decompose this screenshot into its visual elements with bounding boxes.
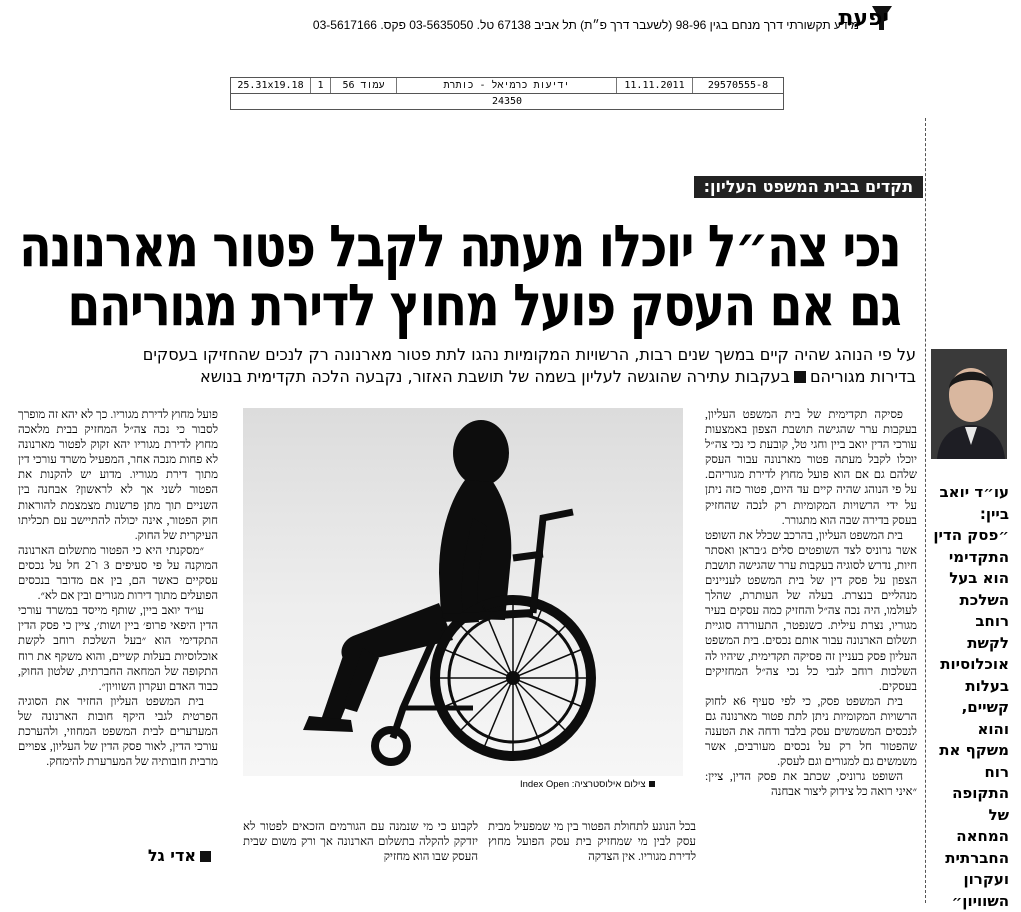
body-paragraph: פועל מחוץ לדירת מגוריו. כך לא יהא זה מופרך לסבור כי נכה צה״ל המחזיק בבית מלאכה מחוץ לדירת מגוריו יהא זקוק לפטור מארנונה לא פחות מנכה אחר, המפעיל משרד עורכי דין מתוך דירת מגוריו. מדוע יש להקנות את הפטור לשני אך לא לראשון? אבחנה בין השניים תוך מתן פרשנות מצמצמת להוראות חוק הפטור, אינה יכולה להתיישב עם תכליתו העיקרית של החוק. (18, 408, 218, 542)
body-column-bottom-1 (488, 819, 696, 879)
body-paragraph: בית המשפט פסק, כי לפי סעיף 6א לחוק הרשויות המקומיות ניתן לתת פטור מארנונה גם לנכסים המשמשים עסק בלבד ודחה את הטענה שהפטור חל רק על נכסים מעורבים, אשר משמשים גם למגורים וגם לעסק. (705, 694, 917, 769)
headline-line-1: נכי צה״ל יוכלו מעתה לקבל פטור מארנונה (19, 212, 900, 280)
quote-text: ״פסק הדין התקדימי הוא בעל השלכת רוחב לקשת אוכלוסיות בעלות קשיים, והוא משקף את רוח התקופה של המחאה החברתית ועקרון השוויון״ (933, 526, 1009, 910)
body-paragraph: השופט גרוניס, שכתב את פסק הדין, ציין: ״איני רואה כל צידוק ליצור אבחנה (705, 770, 917, 799)
body-column-right (705, 407, 917, 895)
article-deck (116, 344, 916, 388)
bullet-square-icon (794, 371, 806, 383)
body-paragraph: בית המשפט העליון, בהרכב שכלל את השופט אשר גרוניס לצד השופטים סלים ג׳בראן ואסתר חיות, נדרש לסוגיה בעקבות ערר שהגישה תושבת הצפון על פסק דין של בית המשפט לעניינים מנהליים בנצרת. בעלה של העותרת, שהלך לעולמו, היה נכה צה״ל והחזיק כמה עסקים בעיר מגוריו, נצרת עילית. כשנפטר, התעוררה סוגיית תשלום הארנונה עבור אותם נכסים. בית המשפט העליון פסק בעניין זה פסיקה תקדימית, שיהיו לה השלכות רוחב לגבי כל נכי צה״ל המחזיקים בעסקים. (705, 528, 917, 693)
deck-line-1: על פי הנוהג שהיה קיים במשך שנים רבות, הרשויות המקומיות נהגו לתת פטור מארנונה רק לנכים שהחזיקו בעסקים (142, 345, 916, 364)
byline-name: אדי גל (147, 846, 196, 865)
bullet-square-icon (200, 851, 211, 862)
photo-credit-text: צילום אילוסטרציה: Index Open (520, 779, 646, 790)
body-paragraph: לקבוע כי מי שנמנה עם הגורמים הזכאים לפטור לא יזדקק להקלה בתשלום הארנונה אך ורק משום שבית העסק שבו הוא מחזיק (243, 820, 478, 864)
body-column-bottom-2 (243, 819, 478, 879)
photo-credit (520, 779, 655, 790)
clip-date-cell: 11.11.2011 (617, 78, 693, 93)
sidebar-quote (931, 482, 1009, 912)
body-column-left (18, 407, 218, 837)
clip-size-cell: 25.31x19.18 (231, 78, 311, 93)
clipping-info-row (231, 78, 783, 94)
quote-attribution: עו״ד יואב ביין: (939, 483, 1009, 523)
bullet-square-icon (649, 781, 655, 787)
article-byline (148, 846, 211, 865)
clip-secondary-id: 24350 (491, 96, 523, 107)
article-kicker: תקדים בבית המשפט העליון: (694, 176, 923, 198)
deck-line-2a: בדירות מגוריהם (809, 367, 916, 386)
clip-page-cell: עמוד 56 (331, 78, 397, 93)
clip-source-cell: ידיעות כרמיאל - כותרת (397, 78, 617, 93)
ifat-logo-text: יפעת (838, 6, 889, 31)
body-paragraph: בכל הנוגע לתחולת הפטור בין מי שמפעיל מבית עסק לבין מי שמחזיק בית עסק הפועל מחוץ לדירת מגוריו. אין הצדקה (488, 820, 696, 864)
sidebar-divider (925, 118, 926, 903)
wheelchair-photo (243, 408, 683, 776)
wheelchair-silhouette-icon (243, 408, 683, 776)
author-portrait (931, 349, 1007, 459)
body-paragraph: בית המשפט העליון החזיר את הסוגיה הפרטית לגבי היקף חובות הארנונה של המערערים לבית המשפט המחוזי, ולהערכת עורכי הדין, לאור פסק הדין של העליון, צפויים מרבית חובותיה של המערערת להימחק. (18, 694, 218, 769)
clipping-info-table (230, 77, 784, 110)
body-paragraph: פסיקה תקדימית של בית המשפט העליון, בעקבות ערר שהגישה תושבת הצפון באמצעות עורכי הדין יואב ביין וחגי טל, קובעת כי נכי צה״ל יוכלו לקבל מעתה פטור מארנונה עבור העסק שלהם גם אם הוא פועל מחוץ לדירת מגוריהם. על פי הנוהג שהיה קיים עד היום, פטור כזה ניתן על ידי הרשויות המקומיות רק לנכה שהחזיק בעסק בדירה שבה הוא מתגורר. (705, 408, 917, 527)
clip-count-cell: 1 (311, 78, 331, 93)
deck-line-2 (116, 366, 916, 388)
headline-line-2: גם אם העסק פועל מחוץ לדירת מגוריהם (67, 271, 901, 339)
person-portrait-icon (931, 349, 1007, 459)
deck-line-2b: בעקבות עתירה שהוגשה לעליון בשמה של תושבת האזור, נקבעה הלכה תקדימית בנושא (200, 367, 790, 386)
company-contact-line: מידע תקשורתי דרך מנחם בגין 98-96 (לשעבר דרך פ״ת) תל אביב 67138 טל. 03-5635050 פקס. 03-5617166 (312, 18, 859, 32)
body-paragraph: ״מסקנתי היא כי הפטור מתשלום הארנונה המוקנה על פי סעיפים 3 ו־2 חל על נכסים עסקיים כאשר הם, בין אם מדובר בנכסים הפועלים מתוך דירות מגורים ובין אם לא״. (18, 543, 218, 603)
body-paragraph: עו״ד יואב ביין, שותף מייסד במשרד עורכי הדין היפאי פרופ׳ ביין ושות׳, ציין כי פסק הדין התקדימי הוא ״בעל השלכת רוחב לקשת אוכלוסיות בעלות קשיים, והוא משקף את רוח התקופה של המחאה החברתית, שלטון החוק, כבוד האדם ועקרון השוויון״. (18, 604, 218, 693)
clip-id-cell: 29570555-8 (707, 80, 769, 91)
